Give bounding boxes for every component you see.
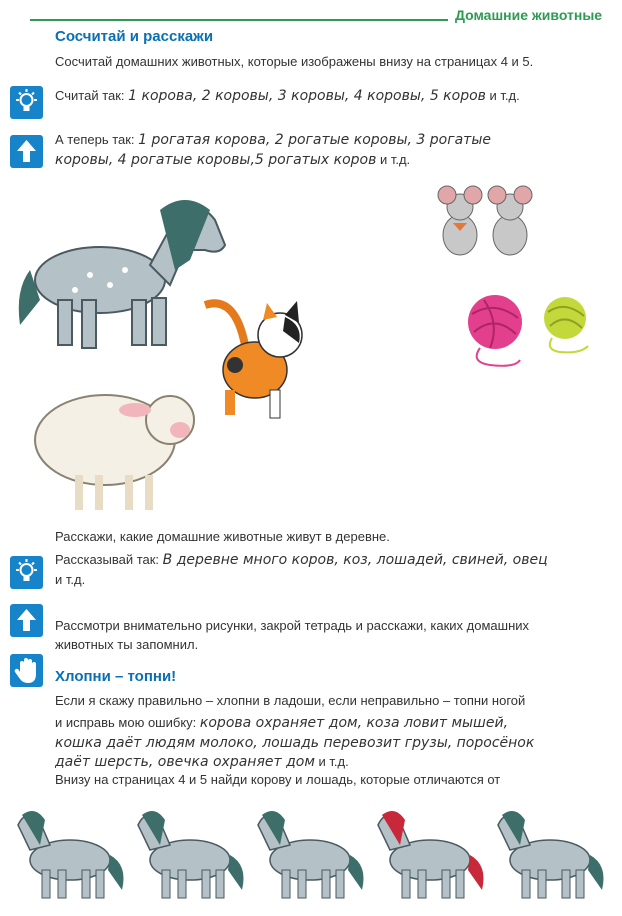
tell-tail: и т.д. [55,572,86,587]
clap-example-line-2 [55,713,508,733]
count2-instruction [55,130,491,170]
count2-example-a: 1 рогатая корова, 2 рогатые коровы, 3 рогатые [138,132,491,148]
memory-line-2: животных ты запомнил. [55,637,199,652]
header-rule [30,19,448,21]
horse-figure-3 [258,811,364,898]
sheep-illustration [25,375,205,515]
clap-example-line-3 [55,733,534,753]
clap-line2-lead: и исправь мою ошибку: [55,715,197,730]
horse-figure-1 [18,811,124,898]
section-heading-clap-stomp: Хлопни – топни! [55,668,177,685]
intro-text: Сосчитай домашних животных, которые изображены внизу на страницах 4 и 5. [55,54,534,69]
lightbulb-icon [10,86,43,119]
clap-example-line-4 [55,752,349,772]
clap-line3-example: кошка даёт людям молоко, лошадь перевозит грузы, поросёнок [55,735,535,751]
mice-illustration [425,185,545,270]
clap-rule-line: Если я скажу правильно – хлопни в ладоши, если неправильно – топни ногой [55,693,526,708]
up-arrow-icon [10,135,43,168]
horse-figure-2 [138,811,244,898]
section-heading-count: Сосчитай и расскажи [55,28,214,45]
tell-instruction [55,550,605,589]
up-arrow-icon [10,604,43,637]
clap-line2-example: корова охраняет дом, коза ловит мышей, [199,715,509,731]
find-instruction: Внизу на страницах 4 и 5 найди корову и лошадь, которые отличаются от [55,772,501,787]
memory-instruction [55,616,529,654]
count-lead: Считай так: [55,88,125,103]
count-instruction [55,86,520,106]
horse-figure-4-red-mane [378,811,484,898]
horse-figure-5 [498,811,604,898]
page-header-title: Домашние животные [455,7,603,23]
count2-example-b: коровы, 4 рогатые коровы,5 рогатых коров [55,152,377,168]
clap-line4-tail: и т.д. [318,754,349,769]
memory-line-1: Рассмотри внимательно рисунки, закрой тетрадь и расскажи, каких домашних [55,618,530,633]
horse-row-illustration [10,805,610,905]
tell-example: В деревне много коров, коз, лошадей, свиней, овец [162,552,548,568]
village-prompt: Расскажи, какие домашние животные живут в деревне. [55,529,390,544]
yarn-balls-illustration [460,290,600,375]
count2-tail: и т.д. [379,152,411,167]
tell-lead: Рассказывай так: [55,552,160,567]
hand-icon [10,654,43,687]
clap-line4-example: даёт шерсть, овечка охраняет дом [55,754,315,770]
count-example: 1 корова, 2 коровы, 3 коровы, 4 коровы, 5 коров [128,88,486,104]
count2-lead: А теперь так: [55,132,135,147]
lightbulb-icon [10,556,43,589]
count-tail: и т.д. [489,88,520,103]
cat-illustration [195,295,315,425]
